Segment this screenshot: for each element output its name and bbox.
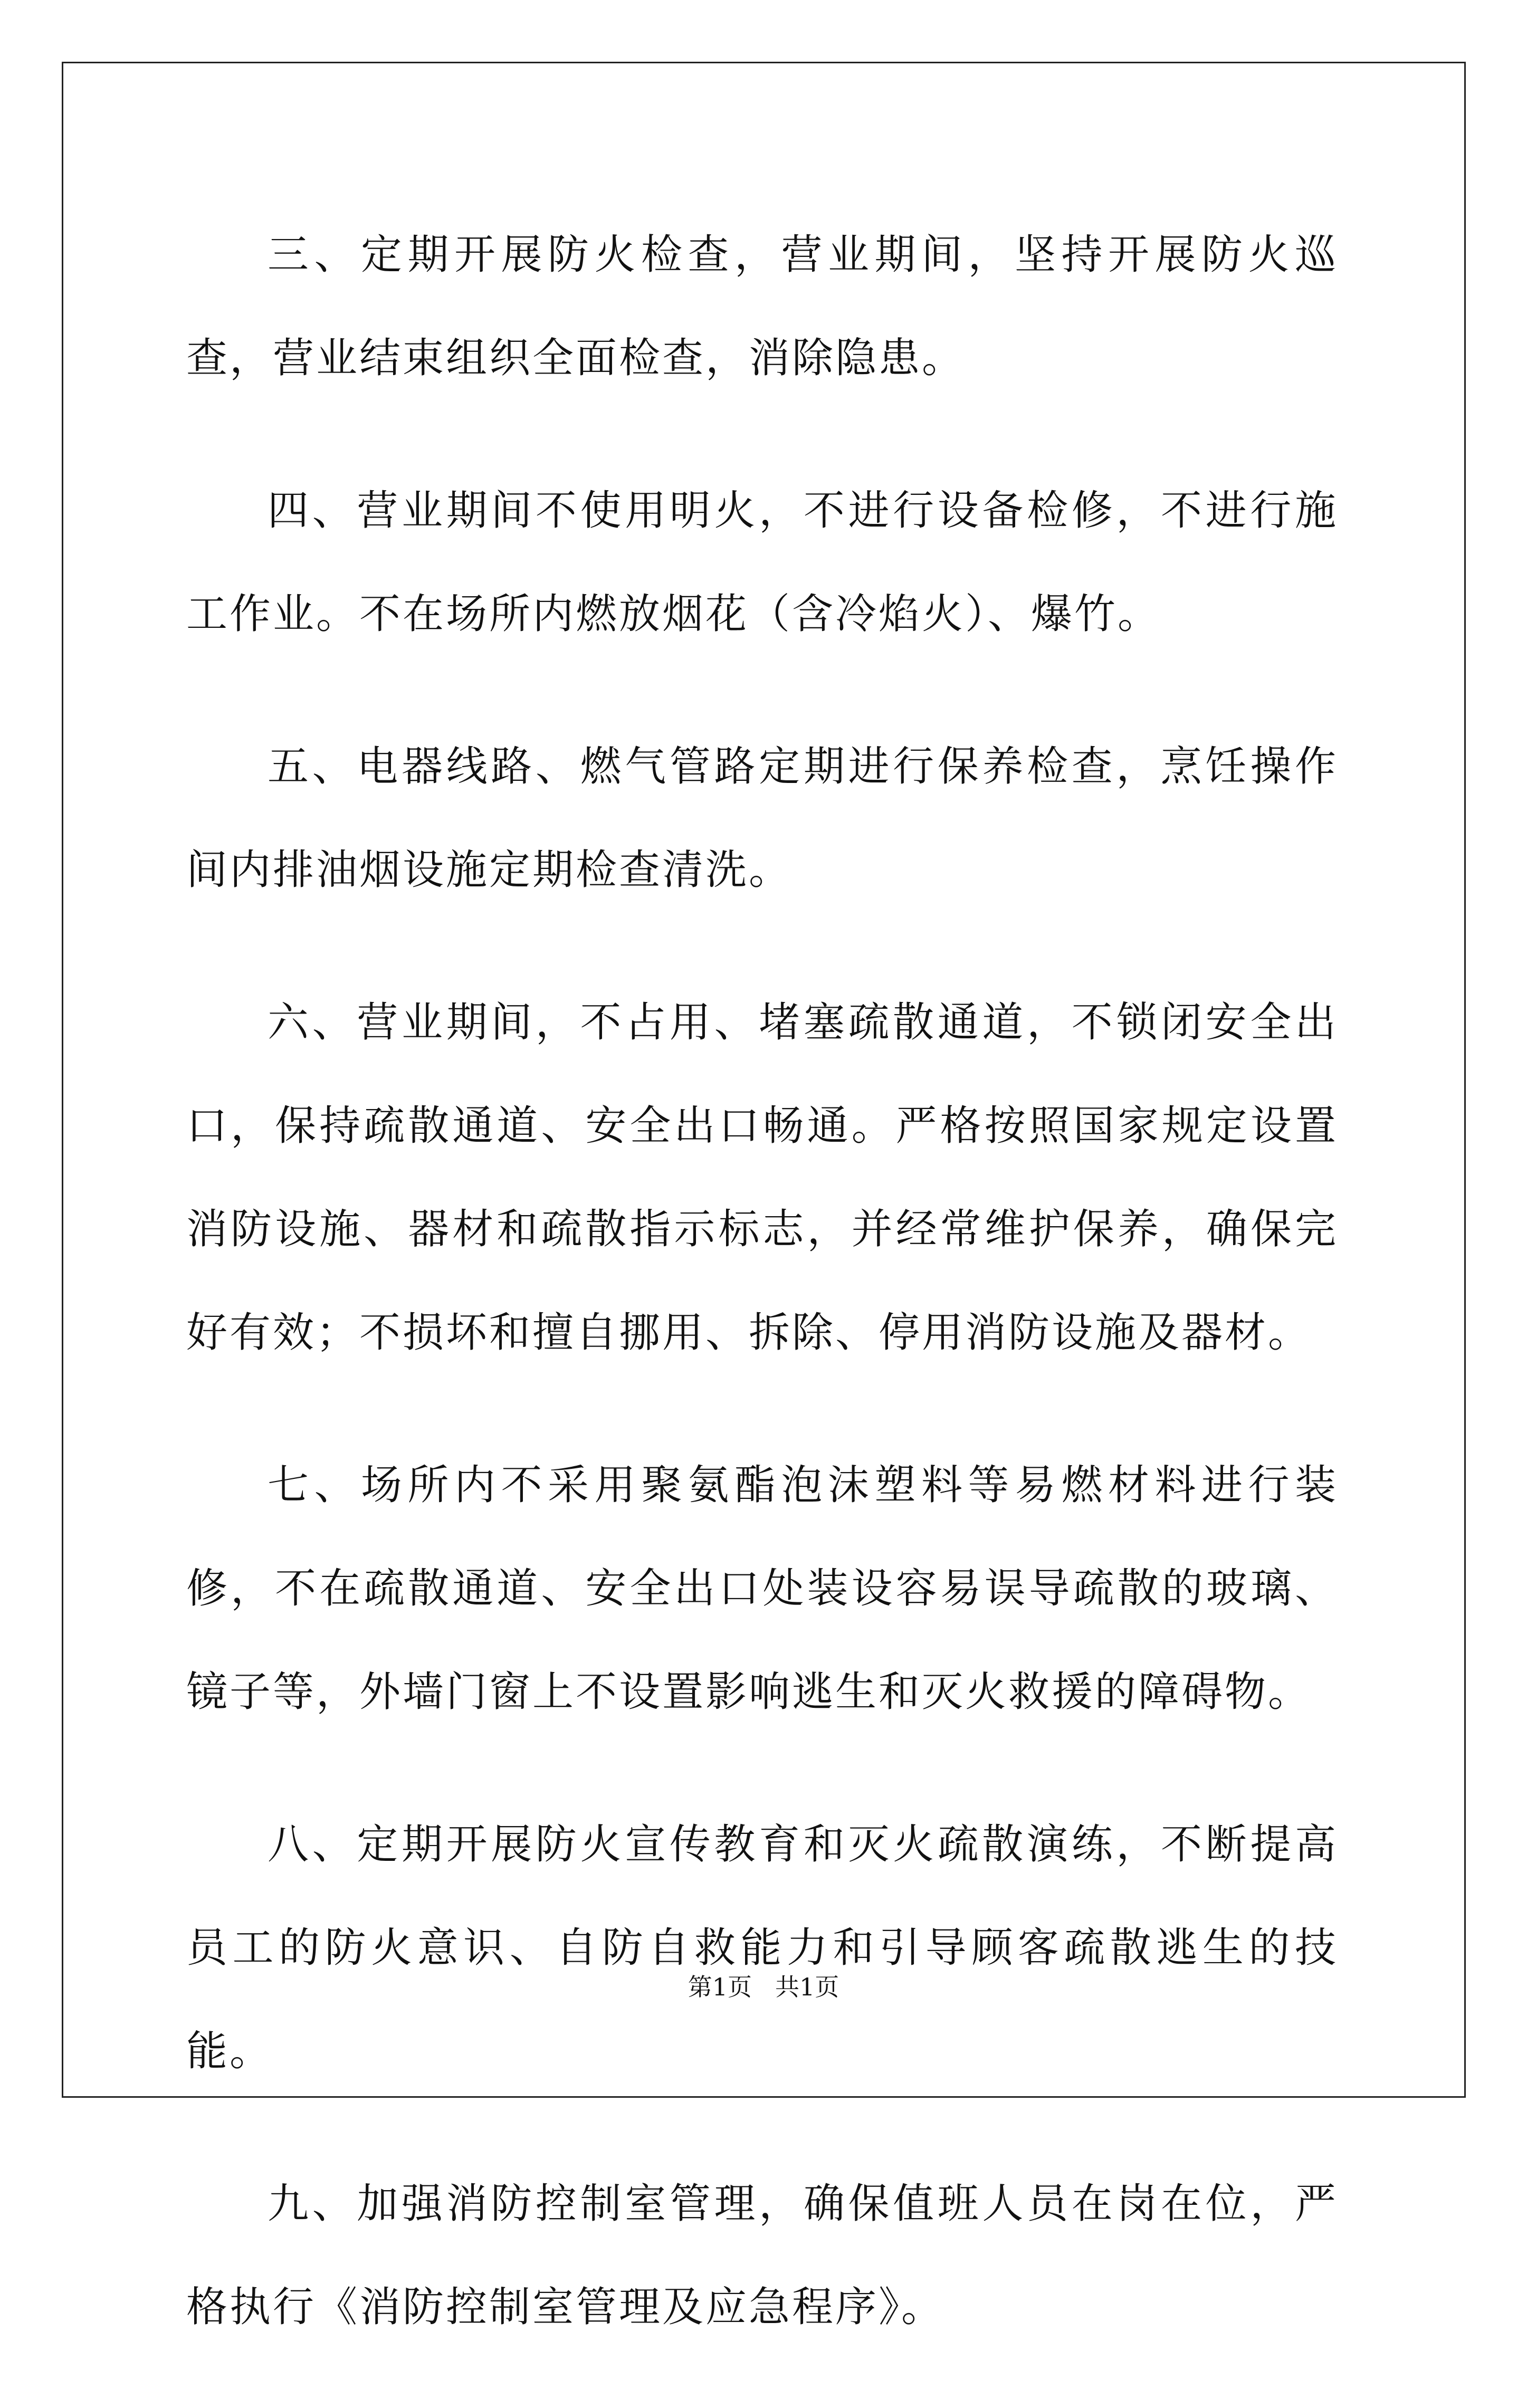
footer-spacer	[752, 1973, 775, 2001]
paragraph-4: 四、营业期间不使用明火，不进行设备检修，不进行施工作业。不在场所内燃放烟花（含冷焰火）、爆竹。	[186, 487, 1338, 638]
paragraph-5: 五、电器线路、燃气管路定期进行保养检查，烹饪操作间内排油烟设施定期检查清洗。	[186, 743, 1338, 894]
paragraph-7: 七、场所内不采用聚氨酯泡沫塑料等易燃材料进行装修，不在疏散通道、安全出口处装设容易误导疏散的玻璃、镜子等，外墙门窗上不设置影响逃生和灭火救援的障碍物。	[186, 1461, 1338, 1716]
paragraph-6: 六、营业期间，不占用、堵塞疏散通道，不锁闭安全出口，保持疏散通道、安全出口畅通。严格按照国家规定设置消防设施、器材和疏散指示标志，并经常维护保养，确保完好有效；不损坏和擅自挪用、拆除、停用消防设施及器材。	[186, 999, 1338, 1356]
paragraph-3: 三、定期开展防火检查，营业期间，坚持开展防火巡查，营业结束组织全面检查，消除隐患。	[186, 231, 1338, 382]
page-number: 第1页	[688, 1973, 752, 2001]
document-body	[186, 203, 1338, 2408]
paragraph-9: 九、加强消防控制室管理，确保值班人员在岗在位，严格执行《消防控制室管理及应急程序》。	[186, 2180, 1338, 2331]
page-footer	[0, 1971, 1527, 2003]
page-total: 共1页	[775, 1973, 839, 2001]
paragraph-8: 八、定期开展防火宣传教育和灭火疏散演练，不断提高员工的防火意识、自防自救能力和引导顾客疏散逃生的技能。	[186, 1821, 1338, 2075]
